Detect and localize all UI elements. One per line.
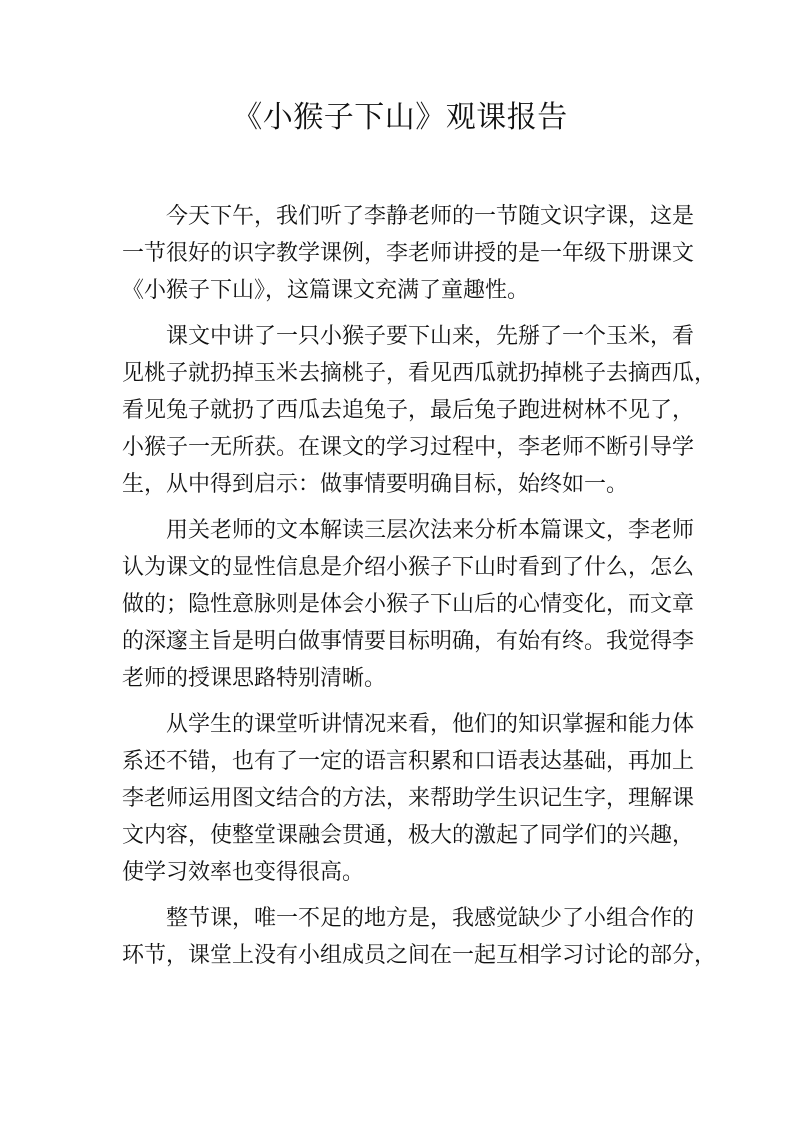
paragraph-line: 用关老师的文本解读三层次法来分析本篇课文，李老师 (166, 518, 695, 543)
paragraph-3 (122, 512, 695, 697)
paragraph-line: 系还不错，也有了一定的语言积累和口语表达基础，再加上 (122, 749, 695, 774)
paragraph-line: 李老师运用图文结合的方法，来帮助学生识记生字，理解课 (122, 786, 695, 811)
paragraph-line: 做的；隐性意脉则是体会小猴子下山后的心情变化，而文章 (122, 592, 695, 617)
paragraph-line: 见桃子就扔掉玉米去摘桃子，看见西瓜就扔掉桃子去摘西瓜， (122, 361, 717, 386)
paragraph-2 (122, 318, 717, 503)
paragraph-line: 使学习效率也变得很高。 (122, 860, 365, 885)
paragraph-line: 生，从中得到启示：做事情要明确目标，始终如一。 (122, 472, 629, 497)
paragraph-line: 课文中讲了一只小猴子要下山来，先掰了一个玉米，看 (166, 324, 695, 349)
paragraph-5 (122, 900, 717, 974)
paragraph-line: 整节课，唯一不足的地方是，我感觉缺少了小组合作的 (166, 906, 695, 931)
paragraph-1 (122, 198, 695, 309)
paragraph-line: 一节很好的识字教学课例，李老师讲授的是一年级下册课文 (122, 241, 695, 266)
paragraph-line: 小猴子一无所获。在课文的学习过程中，李老师不断引导学 (122, 435, 695, 460)
paragraph-line: 文内容，使整堂课融会贯通，极大的激起了同学们的兴趣， (122, 823, 695, 848)
paragraph-line: 看见兔子就扔了西瓜去追兔子，最后兔子跑进树林不见了， (122, 398, 695, 423)
paragraph-line: 老师的授课思路特别清晰。 (122, 666, 387, 691)
paragraph-line: 认为课文的显性信息是介绍小猴子下山时看到了什么，怎么 (122, 555, 695, 580)
document-title: 《小猴子下山》观课报告 (232, 100, 568, 135)
paragraph-line: 的深邃主旨是明白做事情要目标明确，有始有终。我觉得李 (122, 629, 695, 654)
paragraph-line: 《小猴子下山》，这篇课文充满了童趣性。 (122, 278, 530, 303)
document-body (122, 198, 717, 983)
paragraph-4 (122, 706, 695, 891)
paragraph-line: 环节，课堂上没有小组成员之间在一起互相学习讨论的部分， (122, 943, 717, 968)
paragraph-line: 今天下午，我们听了李静老师的一节随文识字课，这是 (166, 204, 695, 229)
paragraph-line: 从学生的课堂听讲情况来看，他们的知识掌握和能力体 (166, 712, 695, 737)
